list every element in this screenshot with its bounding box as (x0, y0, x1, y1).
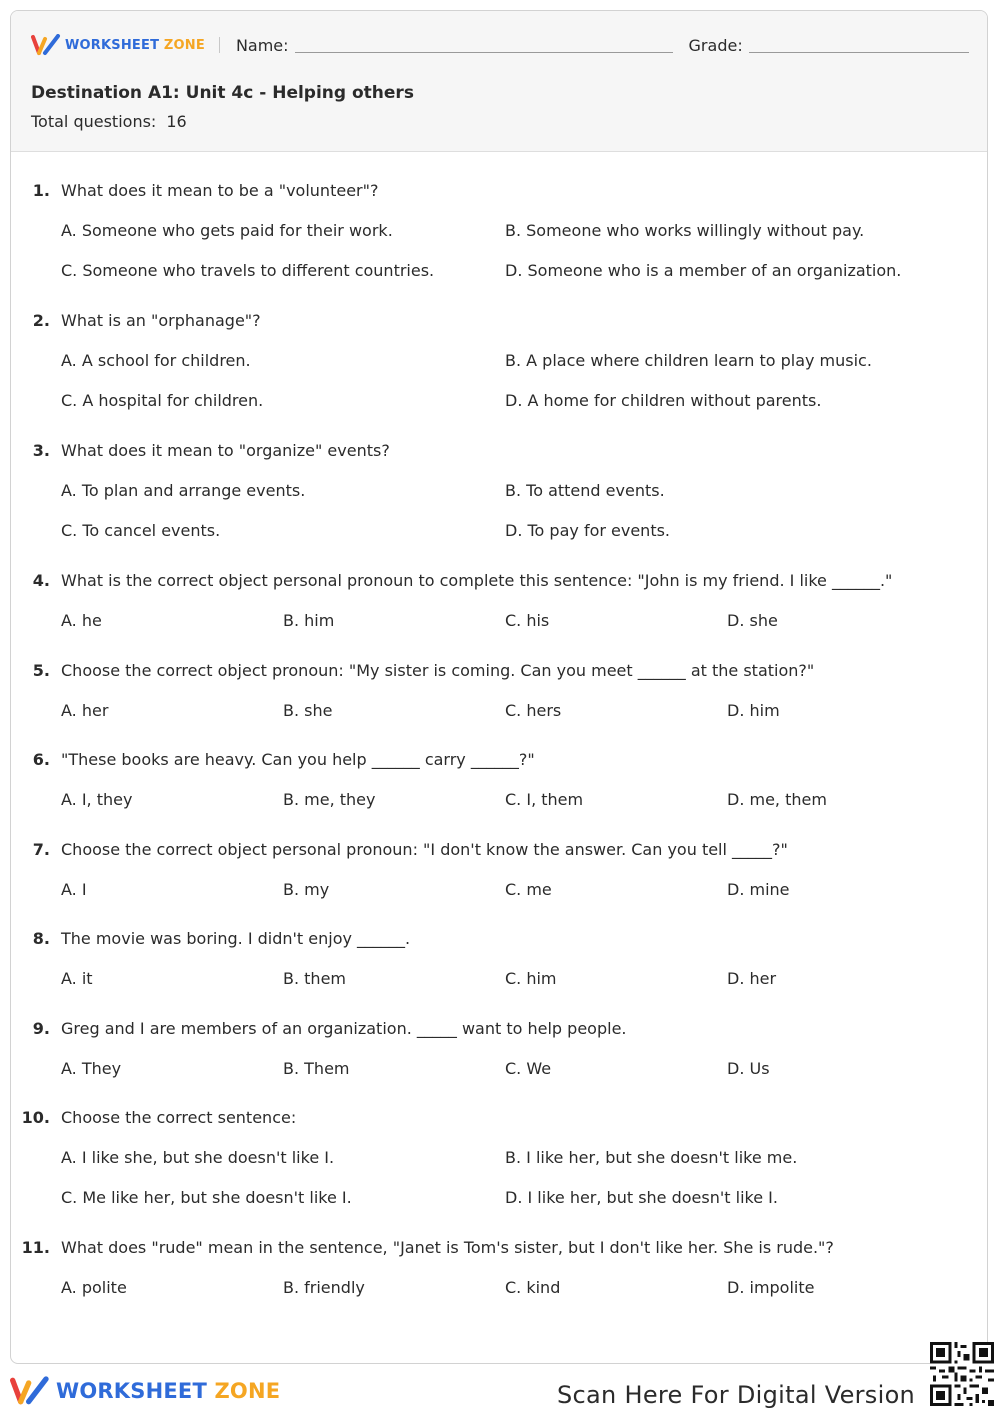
answer-option[interactable]: C. him (505, 969, 557, 988)
worksheet-zone-logo-icon (10, 1376, 50, 1406)
answer-option[interactable]: C. his (505, 611, 550, 630)
total-questions-count: 16 (166, 112, 187, 131)
answer-option[interactable]: D. she (727, 611, 778, 630)
answer-option[interactable]: D. To pay for events. (505, 521, 671, 540)
answer-option[interactable]: D. Us (727, 1058, 770, 1078)
worksheet-page (10, 10, 988, 1364)
answer-option[interactable]: D. her (727, 969, 777, 988)
question-text: What is the correct object personal pronoun to complete this sentence: "John is my friend. I like ______." (61, 571, 893, 590)
qr-code-icon[interactable] (930, 1342, 994, 1406)
grade-field[interactable] (749, 38, 969, 53)
answer-option[interactable]: C. A hospital for children. (61, 391, 264, 410)
answer-option[interactable]: C. Someone who travels to different countries. (61, 261, 435, 280)
header-divider (219, 37, 220, 53)
name-label: Name: (235, 35, 289, 55)
question-number: 6. (32, 750, 50, 769)
answer-option[interactable]: C. To cancel events. (61, 521, 221, 540)
question-text: Greg and I are members of an organization. _____ want to help people. (61, 1018, 627, 1038)
answer-option[interactable]: B. me, they (283, 790, 376, 809)
answer-option[interactable]: D. mine (727, 879, 790, 899)
question-text: Choose the correct sentence: (61, 1108, 297, 1127)
question-text: Choose the correct object pronoun: "My sister is coming. Can you meet ______ at the station?" (61, 660, 815, 680)
total-questions-label: Total questions: (31, 112, 157, 131)
page-footer (0, 1368, 1000, 1414)
answer-option[interactable]: D. him (727, 700, 780, 720)
question-number: 2. (32, 311, 50, 330)
answer-option[interactable]: C. I, them (505, 790, 584, 809)
answer-option[interactable]: B. Someone who works willingly without pay. (505, 221, 865, 240)
answer-option[interactable]: B. Them (283, 1058, 350, 1078)
question-text: What does "rude" mean in the sentence, "Janet is Tom's sister, but I don't like her. She is rude."? (61, 1238, 834, 1257)
footer-logo (10, 1376, 280, 1406)
scan-here-text: Scan Here For Digital Version (557, 1381, 916, 1409)
brand-row (31, 33, 969, 57)
answer-option[interactable]: B. she (283, 700, 333, 720)
answer-option[interactable]: D. A home for children without parents. (505, 391, 822, 410)
answer-option[interactable]: B. them (283, 969, 346, 988)
question-text: The movie was boring. I didn't enjoy ______. (61, 929, 411, 948)
answer-option[interactable]: C. kind (505, 1278, 561, 1297)
answer-option[interactable]: D. I like her, but she doesn't like I. (505, 1188, 778, 1207)
answer-option[interactable]: B. A place where children learn to play music. (505, 351, 872, 370)
question-text: Choose the correct object personal pronoun: "I don't know the answer. Can you tell _____?" (61, 839, 788, 859)
question-number: 7. (32, 839, 50, 859)
question-text: What is an "orphanage"? (61, 311, 261, 330)
question-number: 9. (32, 1018, 50, 1038)
question-number: 5. (32, 660, 50, 680)
footer-logo-text: WORKSHEET ZONE (56, 1379, 281, 1403)
answer-option[interactable]: A. I, they (61, 790, 133, 809)
answer-option[interactable]: A. polite (61, 1278, 127, 1297)
answer-option[interactable]: A. To plan and arrange events. (61, 481, 306, 500)
worksheet-zone-logo (31, 34, 205, 56)
question-number: 4. (32, 571, 50, 590)
question-number: 8. (32, 929, 50, 948)
answer-option[interactable]: C. Me like her, but she doesn't like I. (61, 1188, 352, 1207)
grade-label: Grade: (688, 35, 743, 55)
name-field[interactable] (295, 38, 673, 53)
total-questions (31, 112, 187, 131)
answer-option[interactable]: D. Someone who is a member of an organization. (505, 261, 902, 280)
answer-option[interactable]: C. We (505, 1058, 552, 1078)
question-text: "These books are heavy. Can you help ______ carry ______?" (61, 750, 535, 769)
question-number: 10. (21, 1108, 50, 1127)
answer-option[interactable]: C. me (505, 879, 552, 899)
answer-option[interactable]: A. A school for children. (61, 351, 251, 370)
answer-option[interactable]: C. hers (505, 700, 562, 720)
answer-option[interactable]: D. me, them (727, 790, 827, 809)
question-number: 11. (21, 1238, 50, 1257)
question-text: What does it mean to "organize" events? (61, 441, 390, 460)
worksheet-header (11, 11, 987, 152)
question-text: What does it mean to be a "volunteer"? (61, 181, 379, 200)
worksheet-zone-logo-icon (31, 34, 61, 56)
answer-option[interactable]: A. her (61, 700, 109, 720)
answer-option[interactable]: B. To attend events. (505, 481, 665, 500)
answer-option[interactable]: A. They (61, 1058, 122, 1078)
answer-option[interactable]: B. I like her, but she doesn't like me. (505, 1148, 798, 1167)
answer-option[interactable]: D. impolite (727, 1278, 815, 1297)
answer-option[interactable]: B. him (283, 611, 335, 630)
logo-text: WORKSHEET ZONE (65, 37, 205, 53)
answer-option[interactable]: A. it (61, 969, 93, 988)
answer-option[interactable]: B. friendly (283, 1278, 365, 1297)
answer-option[interactable]: A. I like she, but she doesn't like I. (61, 1148, 335, 1167)
answer-option[interactable]: A. Someone who gets paid for their work. (61, 221, 393, 240)
question-number: 1. (32, 181, 50, 200)
answer-option[interactable]: A. he (61, 611, 102, 630)
answer-option[interactable]: B. my (283, 879, 330, 899)
answer-option[interactable]: A. I (61, 879, 87, 899)
worksheet-title: Destination A1: Unit 4c - Helping others (31, 83, 414, 103)
question-number: 3. (32, 441, 50, 460)
